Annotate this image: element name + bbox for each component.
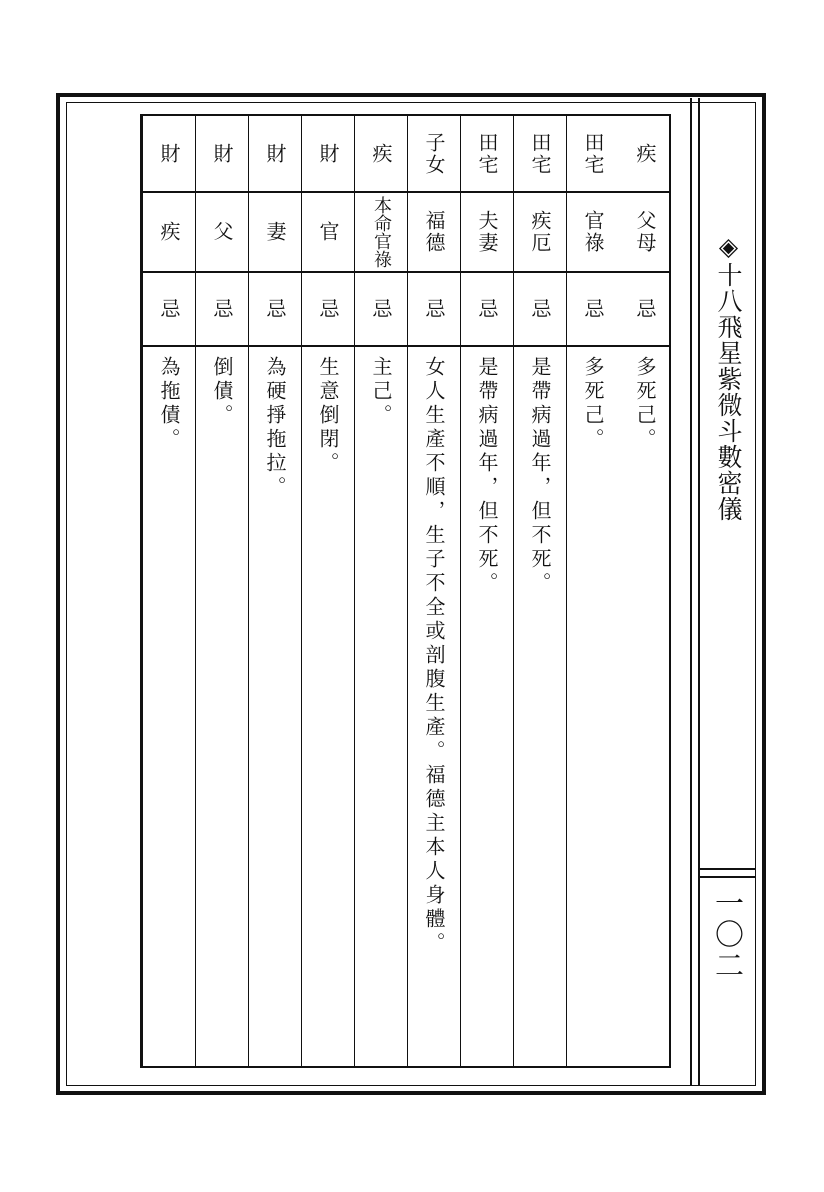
margin-divider-double	[698, 98, 700, 1086]
meaning-cell: 為硬掙拖拉。	[263, 356, 287, 500]
star-cell: 忌	[316, 298, 340, 320]
palace-cell: 財	[263, 142, 287, 165]
table-column	[460, 116, 513, 1066]
target-palace-cell: 福德	[422, 210, 446, 254]
palace-cell: 田宅	[475, 131, 499, 176]
target-palace-cell: 疾厄	[528, 210, 552, 254]
table-column	[619, 116, 671, 1066]
page-number-rule	[700, 868, 756, 870]
target-palace-cell: 妻	[263, 221, 287, 243]
star-cell: 忌	[263, 298, 287, 320]
table-column	[301, 116, 354, 1066]
fortune-table	[140, 114, 671, 1068]
margin-divider	[690, 98, 692, 1086]
meaning-cell: 多死己。	[633, 356, 657, 452]
palace-cell: 財	[210, 142, 234, 165]
star-cell: 忌	[210, 298, 234, 320]
running-title: ◈十八飛星紫微斗數密儀	[714, 232, 743, 522]
meaning-cell: 多死己。	[581, 356, 605, 452]
row-divider	[142, 191, 669, 193]
table-column	[142, 116, 195, 1066]
star-cell: 忌	[528, 298, 552, 320]
star-cell: 忌	[422, 298, 446, 320]
table-column	[513, 116, 566, 1066]
star-cell: 忌	[157, 298, 181, 320]
table-column	[354, 116, 407, 1066]
target-palace-cell: 本命官祿	[371, 196, 392, 268]
row-divider	[142, 345, 669, 347]
palace-cell: 疾	[369, 142, 393, 165]
table-column	[248, 116, 301, 1066]
star-cell: 忌	[369, 298, 393, 320]
palace-cell: 財	[157, 142, 181, 165]
palace-cell: 財	[316, 142, 340, 165]
target-palace-cell: 父	[210, 221, 234, 243]
star-cell: 忌	[633, 298, 657, 320]
star-cell: 忌	[581, 298, 605, 320]
target-palace-cell: 父母	[633, 210, 657, 254]
palace-cell: 田宅	[528, 131, 552, 176]
table-column	[407, 116, 460, 1066]
meaning-cell: 生意倒閉。	[316, 356, 340, 476]
meaning-cell: 倒債。	[210, 356, 234, 428]
palace-cell: 子女	[422, 131, 446, 176]
palace-cell: 疾	[633, 142, 657, 165]
meaning-cell: 主己。	[369, 356, 393, 428]
meaning-cell: 是帶病過年，但不死。	[475, 356, 499, 596]
table-column	[195, 116, 248, 1066]
row-divider	[142, 271, 669, 273]
meaning-cell: 女人生產不順，生子不全或剖腹生產。福德主本人身體。	[422, 356, 446, 956]
star-cell: 忌	[475, 298, 499, 320]
target-palace-cell: 官祿	[581, 210, 605, 254]
target-palace-cell: 官	[316, 221, 340, 243]
target-palace-cell: 疾	[157, 221, 181, 243]
page-number-rule-double	[700, 876, 756, 878]
palace-cell: 田宅	[581, 131, 605, 176]
table-column	[566, 116, 619, 1066]
meaning-cell: 是帶病過年，但不死。	[528, 356, 552, 596]
target-palace-cell: 夫妻	[475, 210, 499, 254]
meaning-cell: 為拖債。	[157, 356, 181, 452]
page-number: 一〇二	[711, 888, 745, 981]
